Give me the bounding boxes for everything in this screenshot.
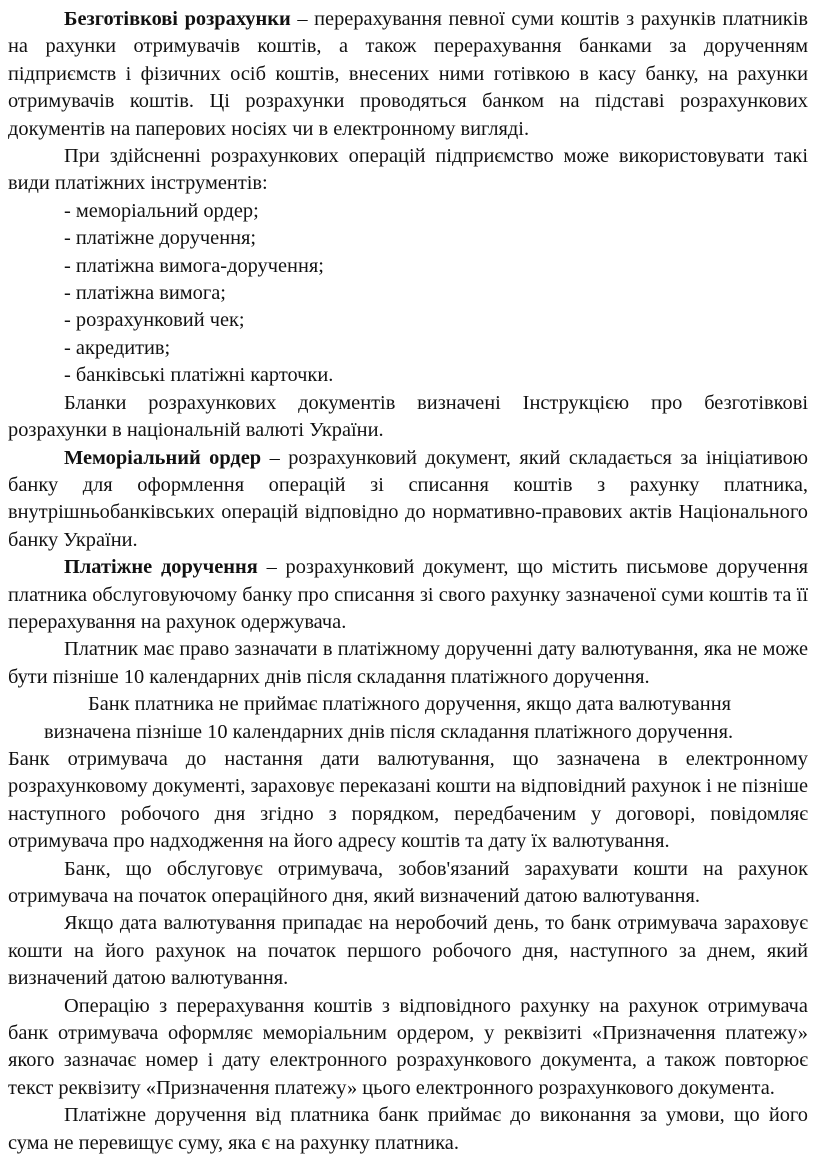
list-item: - акредитив; (64, 336, 171, 359)
list-item: - банківські платіжні карточки. (64, 364, 334, 387)
payment-instruments-list (8, 198, 808, 390)
paragraph-acceptance-condition: Платіжне доручення від платника банк приймає до виконання за умови, що його сума не перевищує суму, яка є на рахунку платника. (8, 1104, 808, 1154)
list-item: - меморіальний ордер; (64, 199, 259, 222)
paragraph-recipient-bank: Банк отримувача до настання дати валютування, що зазначена в електронному розрахунковому документі, зараховує переказані кошти на відповідний рахунок і не пізніше наступного робочого дня згідно з порядком, передбаченим у договорі, повідомляє отримувача про надходження на його адресу коштів та дату їх валютування. (8, 747, 808, 853)
paragraph-cashless-payments (8, 6, 808, 143)
list-item: - розрахунковий чек; (64, 309, 245, 332)
term-payment-order: Платіжне доручення (64, 556, 258, 579)
list-item: - платіжне доручення; (64, 227, 257, 250)
paragraph-payment-order (8, 554, 808, 636)
list-item: - платіжна вимога; (64, 282, 226, 305)
paragraph-bank-refusal-line2: визначена пізніше 10 календарних днів після складання платіжного доручення. (44, 720, 734, 743)
term-memorial-order: Меморіальний ордер (64, 446, 262, 469)
paragraph-memorial-order-processing: Операцію з перерахування коштів з відповідного рахунку на рахунок отримувача банк отримувача оформляє меморіальним ордером, у реквізиті «Призначення платежу» якого зазначає номер і дату електронного розрахункового документа, а також повторює текст реквізиту «Призначення платежу» цього електронного розрахункового документа. (8, 994, 808, 1099)
definition-cashless-payments: – перерахування певної суми коштів з рахунків платників на рахунки отримувачів коштів, а також перерахування банками за дорученням підприємств і фізичних осіб коштів, внесених ними готівкою в касу банку, на рахунки отримувачів коштів. Ці розрахунки проводяться банком на підставі розрахункових документів на паперових носіях чи в електронному вигляді. (8, 8, 808, 140)
paragraph-value-date-right: Платник має право зазначати в платіжному дорученні дату валютування, яка не може бути пізніше 10 календарних днів після складання платіжного доручення. (8, 638, 808, 688)
paragraph-payment-instruments-intro: При здійсненні розрахункових операцій підприємство може використовувати такі види платіжних інструментів: (8, 145, 808, 195)
term-cashless-payments: Безготівкові розрахунки (64, 8, 291, 30)
paragraph-credit-obligation: Банк, що обслуговує отримувача, зобов'язаний зарахувати кошти на рахунок отримувача на початок операційного дня, який визначений датою валютування. (8, 857, 808, 907)
paragraph-forms-defined: Бланки розрахункових документів визначені Інструкцією про безготівкові розрахунки в національній валюті України. (8, 391, 808, 442)
list-item: - платіжна вимога-доручення; (64, 254, 324, 277)
definition-memorial-order: – розрахунковий документ, який складається за ініціативою банку для оформлення операцій зі списання коштів з рахунку платника, внутрішньобанківських операцій відповідно до нормативно-правових актів Національного банку України. (8, 446, 808, 551)
paragraph-bank-refusal-line1: Банк платника не приймає платіжного доручення, якщо дата валютування (88, 693, 732, 716)
paragraph-non-working-day: Якщо дата валютування припадає на неробочий день, то банк отримувача зараховує кошти на його рахунок на початок першого робочого дня, наступного за днем, який визначений датою валютування. (8, 912, 808, 990)
paragraph-memorial-order (8, 445, 808, 555)
definition-payment-order: – розрахунковий документ, що містить письмове доручення платника обслуговуючому банку про списання зі свого рахунку зазначеної суми коштів та її перерахування на рахунок одержувача. (8, 556, 809, 633)
